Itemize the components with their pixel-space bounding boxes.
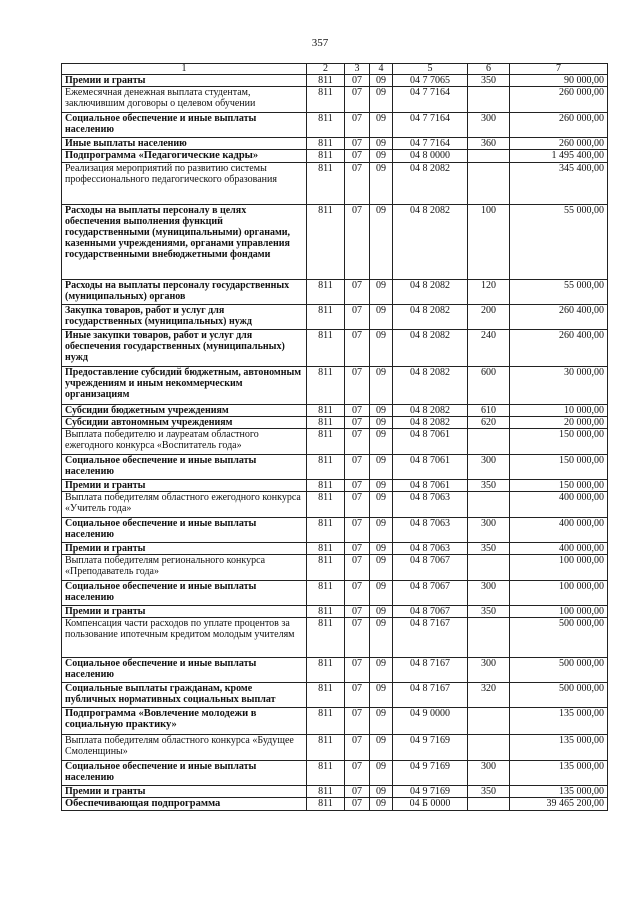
row-ministry-code: 811 — [307, 113, 345, 138]
row-target-article: 04 8 7067 — [393, 581, 468, 606]
row-expense-type: 600 — [468, 367, 510, 405]
row-target-article: 04 7 7164 — [393, 87, 468, 113]
row-target-article: 04 8 7061 — [393, 429, 468, 455]
row-section-code: 07 — [345, 708, 370, 735]
row-section-code: 07 — [345, 683, 370, 708]
row-target-article: 04 9 7169 — [393, 735, 468, 761]
row-subsection-code: 09 — [370, 543, 393, 555]
row-expense-type — [468, 87, 510, 113]
row-section-code: 07 — [345, 735, 370, 761]
row-expense-type — [468, 150, 510, 163]
table-row — [62, 683, 608, 708]
row-ministry-code: 811 — [307, 618, 345, 658]
table-row — [62, 150, 608, 163]
table-row — [62, 492, 608, 518]
row-ministry-code: 811 — [307, 367, 345, 405]
row-target-article: 04 8 7061 — [393, 480, 468, 492]
row-section-code: 07 — [345, 480, 370, 492]
row-ministry-code: 811 — [307, 518, 345, 543]
row-amount: 135 000,00 — [510, 786, 608, 798]
row-description: Расходы на выплаты персоналу в целях обеспечения выполнения функций государственными (муниципальными) органами, казенными учреждениями, органами управления государственными внебюджетными фондами — [62, 205, 307, 280]
row-amount: 1 495 400,00 — [510, 150, 608, 163]
row-description: Компенсация части расходов по уплате процентов за пользование ипотечным кредитом молодым учителям — [62, 618, 307, 658]
table-row — [62, 735, 608, 761]
row-amount: 135 000,00 — [510, 708, 608, 735]
row-description: Субсидии бюджетным учреждениям — [62, 405, 307, 417]
row-section-code: 07 — [345, 138, 370, 150]
row-expense-type: 350 — [468, 786, 510, 798]
row-expense-type: 620 — [468, 417, 510, 429]
row-target-article: 04 8 2082 — [393, 405, 468, 417]
table-row — [62, 280, 608, 305]
row-target-article: 04 8 7167 — [393, 658, 468, 683]
row-expense-type — [468, 618, 510, 658]
row-amount: 260 400,00 — [510, 305, 608, 330]
table-row — [62, 555, 608, 581]
row-target-article: 04 9 7169 — [393, 786, 468, 798]
row-subsection-code: 09 — [370, 417, 393, 429]
row-description: Социальное обеспечение и иные выплаты населению — [62, 518, 307, 543]
row-section-code: 07 — [345, 150, 370, 163]
table-row — [62, 606, 608, 618]
row-amount: 150 000,00 — [510, 480, 608, 492]
header-cell: 3 — [345, 64, 370, 75]
row-subsection-code: 09 — [370, 455, 393, 480]
row-description: Иные выплаты населению — [62, 138, 307, 150]
row-target-article: 04 8 2082 — [393, 330, 468, 367]
row-section-code: 07 — [345, 606, 370, 618]
row-expense-type — [468, 798, 510, 811]
table-row — [62, 429, 608, 455]
row-expense-type: 100 — [468, 205, 510, 280]
row-section-code: 07 — [345, 518, 370, 543]
row-section-code: 07 — [345, 798, 370, 811]
row-amount: 500 000,00 — [510, 618, 608, 658]
row-description: Премии и гранты — [62, 75, 307, 87]
row-target-article: 04 8 7167 — [393, 618, 468, 658]
table-row — [62, 367, 608, 405]
row-description: Премии и гранты — [62, 543, 307, 555]
table-row — [62, 87, 608, 113]
row-subsection-code: 09 — [370, 786, 393, 798]
row-subsection-code: 09 — [370, 405, 393, 417]
row-amount: 10 000,00 — [510, 405, 608, 417]
row-amount: 500 000,00 — [510, 683, 608, 708]
row-amount: 135 000,00 — [510, 735, 608, 761]
row-section-code: 07 — [345, 555, 370, 581]
row-subsection-code: 09 — [370, 658, 393, 683]
row-ministry-code: 811 — [307, 405, 345, 417]
row-ministry-code: 811 — [307, 150, 345, 163]
row-target-article: 04 7 7164 — [393, 138, 468, 150]
row-description: Предоставление субсидий бюджетным, автономным учреждениям и иным некоммерческим организациям — [62, 367, 307, 405]
row-target-article: 04 8 7067 — [393, 555, 468, 581]
row-description: Социальные выплаты гражданам, кроме публичных нормативных социальных выплат — [62, 683, 307, 708]
row-ministry-code: 811 — [307, 683, 345, 708]
row-ministry-code: 811 — [307, 138, 345, 150]
row-subsection-code: 09 — [370, 518, 393, 543]
row-section-code: 07 — [345, 761, 370, 786]
row-description: Расходы на выплаты персоналу государственных (муниципальных) органов — [62, 280, 307, 305]
row-ministry-code: 811 — [307, 543, 345, 555]
row-expense-type: 120 — [468, 280, 510, 305]
row-ministry-code: 811 — [307, 555, 345, 581]
table-row — [62, 798, 608, 811]
row-target-article: 04 9 0000 — [393, 708, 468, 735]
budget-table — [61, 63, 608, 811]
row-amount: 260 000,00 — [510, 87, 608, 113]
row-subsection-code: 09 — [370, 606, 393, 618]
row-description: Иные закупки товаров, работ и услуг для обеспечения государственных (муниципальных) нужд — [62, 330, 307, 367]
row-subsection-code: 09 — [370, 75, 393, 87]
table-row — [62, 330, 608, 367]
table-row — [62, 761, 608, 786]
row-ministry-code: 811 — [307, 417, 345, 429]
row-expense-type: 360 — [468, 138, 510, 150]
row-expense-type: 200 — [468, 305, 510, 330]
row-description: Социальное обеспечение и иные выплаты населению — [62, 113, 307, 138]
row-subsection-code: 09 — [370, 205, 393, 280]
row-amount: 150 000,00 — [510, 455, 608, 480]
row-target-article: 04 8 2082 — [393, 417, 468, 429]
table-row — [62, 518, 608, 543]
row-expense-type — [468, 429, 510, 455]
row-ministry-code: 811 — [307, 581, 345, 606]
row-target-article: 04 Б 0000 — [393, 798, 468, 811]
row-description: Выплата победителям регионального конкурса «Преподаватель года» — [62, 555, 307, 581]
table-row — [62, 786, 608, 798]
row-section-code: 07 — [345, 75, 370, 87]
row-expense-type: 610 — [468, 405, 510, 417]
table-row — [62, 75, 608, 87]
row-ministry-code: 811 — [307, 75, 345, 87]
row-target-article: 04 8 7063 — [393, 543, 468, 555]
row-target-article: 04 8 2082 — [393, 280, 468, 305]
row-ministry-code: 811 — [307, 163, 345, 205]
row-section-code: 07 — [345, 455, 370, 480]
row-target-article: 04 9 7169 — [393, 761, 468, 786]
row-expense-type: 300 — [468, 455, 510, 480]
row-ministry-code: 811 — [307, 480, 345, 492]
row-target-article: 04 8 0000 — [393, 150, 468, 163]
row-expense-type: 300 — [468, 581, 510, 606]
row-ministry-code: 811 — [307, 205, 345, 280]
row-ministry-code: 811 — [307, 280, 345, 305]
row-section-code: 07 — [345, 658, 370, 683]
table-row — [62, 543, 608, 555]
row-subsection-code: 09 — [370, 735, 393, 761]
table-row — [62, 480, 608, 492]
row-expense-type: 300 — [468, 518, 510, 543]
header-cell: 7 — [510, 64, 608, 75]
row-description: Социальное обеспечение и иные выплаты населению — [62, 761, 307, 786]
row-ministry-code: 811 — [307, 455, 345, 480]
row-amount: 55 000,00 — [510, 205, 608, 280]
row-section-code: 07 — [345, 543, 370, 555]
row-section-code: 07 — [345, 405, 370, 417]
row-subsection-code: 09 — [370, 280, 393, 305]
page-number: 357 — [311, 37, 329, 49]
row-amount: 39 465 200,00 — [510, 798, 608, 811]
row-ministry-code: 811 — [307, 330, 345, 367]
row-section-code: 07 — [345, 786, 370, 798]
row-section-code: 07 — [345, 330, 370, 367]
row-target-article: 04 8 7167 — [393, 683, 468, 708]
row-description: Выплата победителю и лауреатам областного ежегодного конкурса «Воспитатель года» — [62, 429, 307, 455]
row-amount: 100 000,00 — [510, 606, 608, 618]
row-subsection-code: 09 — [370, 138, 393, 150]
row-description: Обеспечивающая подпрограмма — [62, 798, 307, 811]
row-description: Премии и гранты — [62, 786, 307, 798]
row-amount: 100 000,00 — [510, 581, 608, 606]
row-amount: 150 000,00 — [510, 429, 608, 455]
header-row — [62, 64, 608, 75]
row-expense-type: 300 — [468, 113, 510, 138]
row-amount: 260 000,00 — [510, 113, 608, 138]
header-cell: 4 — [370, 64, 393, 75]
row-ministry-code: 811 — [307, 305, 345, 330]
row-subsection-code: 09 — [370, 150, 393, 163]
row-amount: 345 400,00 — [510, 163, 608, 205]
row-section-code: 07 — [345, 205, 370, 280]
row-section-code: 07 — [345, 492, 370, 518]
row-ministry-code: 811 — [307, 492, 345, 518]
table-row — [62, 405, 608, 417]
table-row — [62, 163, 608, 205]
row-subsection-code: 09 — [370, 555, 393, 581]
row-description: Ежемесячная денежная выплата студентам, заключившим договоры о целевом обучении — [62, 87, 307, 113]
header-cell: 5 — [393, 64, 468, 75]
row-subsection-code: 09 — [370, 330, 393, 367]
row-expense-type — [468, 492, 510, 518]
row-target-article: 04 8 7067 — [393, 606, 468, 618]
table-row — [62, 305, 608, 330]
row-ministry-code: 811 — [307, 87, 345, 113]
row-section-code: 07 — [345, 429, 370, 455]
row-amount: 500 000,00 — [510, 658, 608, 683]
row-description: Выплата победителям областного ежегодного конкурса «Учитель года» — [62, 492, 307, 518]
row-section-code: 07 — [345, 163, 370, 205]
row-amount: 260 000,00 — [510, 138, 608, 150]
row-ministry-code: 811 — [307, 658, 345, 683]
row-target-article: 04 8 7063 — [393, 492, 468, 518]
table-row — [62, 708, 608, 735]
row-description: Социальное обеспечение и иные выплаты населению — [62, 455, 307, 480]
row-ministry-code: 811 — [307, 606, 345, 618]
header-cell: 6 — [468, 64, 510, 75]
row-amount: 400 000,00 — [510, 492, 608, 518]
row-expense-type: 350 — [468, 480, 510, 492]
row-expense-type — [468, 555, 510, 581]
header-cell: 2 — [307, 64, 345, 75]
row-expense-type: 300 — [468, 761, 510, 786]
row-amount: 55 000,00 — [510, 280, 608, 305]
row-subsection-code: 09 — [370, 618, 393, 658]
row-amount: 90 000,00 — [510, 75, 608, 87]
row-amount: 400 000,00 — [510, 543, 608, 555]
row-section-code: 07 — [345, 280, 370, 305]
row-section-code: 07 — [345, 113, 370, 138]
row-target-article: 04 8 2082 — [393, 163, 468, 205]
row-description: Субсидии автономным учреждениям — [62, 417, 307, 429]
table-row — [62, 138, 608, 150]
table-row — [62, 455, 608, 480]
row-subsection-code: 09 — [370, 429, 393, 455]
table-row — [62, 581, 608, 606]
row-description: Социальное обеспечение и иные выплаты населению — [62, 581, 307, 606]
row-ministry-code: 811 — [307, 708, 345, 735]
row-subsection-code: 09 — [370, 708, 393, 735]
row-expense-type: 300 — [468, 658, 510, 683]
table-row — [62, 658, 608, 683]
row-target-article: 04 8 2082 — [393, 305, 468, 330]
row-ministry-code: 811 — [307, 761, 345, 786]
row-amount: 400 000,00 — [510, 518, 608, 543]
row-section-code: 07 — [345, 417, 370, 429]
row-description: Социальное обеспечение и иные выплаты населению — [62, 658, 307, 683]
row-expense-type — [468, 735, 510, 761]
row-target-article: 04 8 2082 — [393, 205, 468, 280]
row-section-code: 07 — [345, 618, 370, 658]
row-subsection-code: 09 — [370, 480, 393, 492]
row-subsection-code: 09 — [370, 581, 393, 606]
row-section-code: 07 — [345, 581, 370, 606]
row-subsection-code: 09 — [370, 492, 393, 518]
row-description: Реализация мероприятий по развитию системы профессионального педагогического образования — [62, 163, 307, 205]
row-amount: 100 000,00 — [510, 555, 608, 581]
row-expense-type: 350 — [468, 606, 510, 618]
row-description: Подпрограмма «Педагогические кадры» — [62, 150, 307, 163]
table-row — [62, 417, 608, 429]
row-target-article: 04 7 7065 — [393, 75, 468, 87]
table-row — [62, 618, 608, 658]
row-ministry-code: 811 — [307, 429, 345, 455]
row-subsection-code: 09 — [370, 163, 393, 205]
row-expense-type: 320 — [468, 683, 510, 708]
row-section-code: 07 — [345, 367, 370, 405]
row-target-article: 04 7 7164 — [393, 113, 468, 138]
table-row — [62, 113, 608, 138]
row-section-code: 07 — [345, 305, 370, 330]
row-description: Премии и гранты — [62, 606, 307, 618]
row-target-article: 04 8 2082 — [393, 367, 468, 405]
row-subsection-code: 09 — [370, 798, 393, 811]
row-ministry-code: 811 — [307, 786, 345, 798]
row-subsection-code: 09 — [370, 683, 393, 708]
row-section-code: 07 — [345, 87, 370, 113]
row-amount: 20 000,00 — [510, 417, 608, 429]
row-expense-type — [468, 163, 510, 205]
header-cell: 1 — [62, 64, 307, 75]
row-description: Подпрограмма «Вовлечение молодежи в социальную практику» — [62, 708, 307, 735]
table-row — [62, 205, 608, 280]
row-expense-type — [468, 708, 510, 735]
row-description: Закупка товаров, работ и услуг для государственных (муниципальных) нужд — [62, 305, 307, 330]
row-subsection-code: 09 — [370, 305, 393, 330]
row-expense-type: 350 — [468, 543, 510, 555]
row-expense-type: 350 — [468, 75, 510, 87]
row-expense-type: 240 — [468, 330, 510, 367]
row-subsection-code: 09 — [370, 761, 393, 786]
row-ministry-code: 811 — [307, 798, 345, 811]
row-ministry-code: 811 — [307, 735, 345, 761]
row-description: Выплата победителям областного конкурса «Будущее Смоленщины» — [62, 735, 307, 761]
row-description: Премии и гранты — [62, 480, 307, 492]
row-subsection-code: 09 — [370, 367, 393, 405]
row-amount: 30 000,00 — [510, 367, 608, 405]
row-target-article: 04 8 7063 — [393, 518, 468, 543]
row-subsection-code: 09 — [370, 113, 393, 138]
row-target-article: 04 8 7061 — [393, 455, 468, 480]
row-amount: 260 400,00 — [510, 330, 608, 367]
row-subsection-code: 09 — [370, 87, 393, 113]
row-amount: 135 000,00 — [510, 761, 608, 786]
